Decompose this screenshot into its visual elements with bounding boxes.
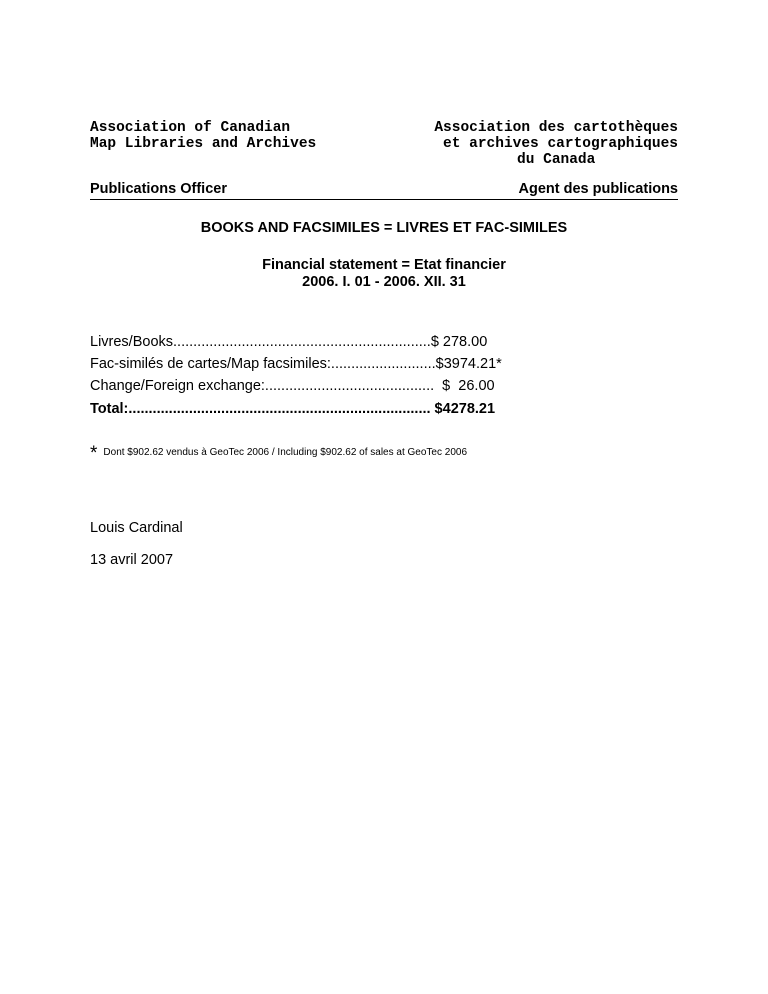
statement-lines	[90, 331, 502, 397]
role-fr: Agent des publications	[518, 181, 678, 197]
organization-name-en	[90, 120, 316, 152]
organization-name-fr	[434, 120, 678, 168]
footnote-text: Dont $902.62 vendus à GeoTec 2006 / Including $902.62 of sales at GeoTec 2006	[103, 447, 467, 458]
statement-period: 2006. I. 01 - 2006. XII. 31	[302, 274, 466, 290]
document-title: BOOKS AND FACSIMILES = LIVRES ET FAC-SIMILES	[200, 220, 568, 236]
org-fr-line-1: Association des cartothèques	[434, 120, 678, 136]
line-books: Livres/Books................................................................$ 278.00	[90, 334, 488, 350]
footnote-marker: *	[90, 443, 98, 464]
org-fr-line-3: du Canada	[517, 152, 596, 168]
footnote	[90, 443, 467, 465]
role-header	[90, 181, 678, 200]
statement-total: Total:........................................................................... $4278.21	[90, 401, 496, 417]
line-exchange: Change/Foreign exchange:.......................................... $ 26.00	[90, 378, 495, 394]
org-en-line-1: Association of Canadian	[90, 120, 291, 136]
line-facsimiles: Fac-similés de cartes/Map facsimiles:..........................$3974.21*	[90, 356, 502, 372]
signature-name: Louis Cardinal	[90, 520, 183, 536]
org-fr-line-2: et archives cartographiques	[443, 136, 678, 152]
statement-subtitle: Financial statement = Etat financier	[262, 257, 506, 273]
role-en: Publications Officer	[90, 181, 227, 197]
org-en-line-2: Map Libraries and Archives	[90, 136, 317, 152]
document-date: 13 avril 2007	[90, 552, 174, 568]
